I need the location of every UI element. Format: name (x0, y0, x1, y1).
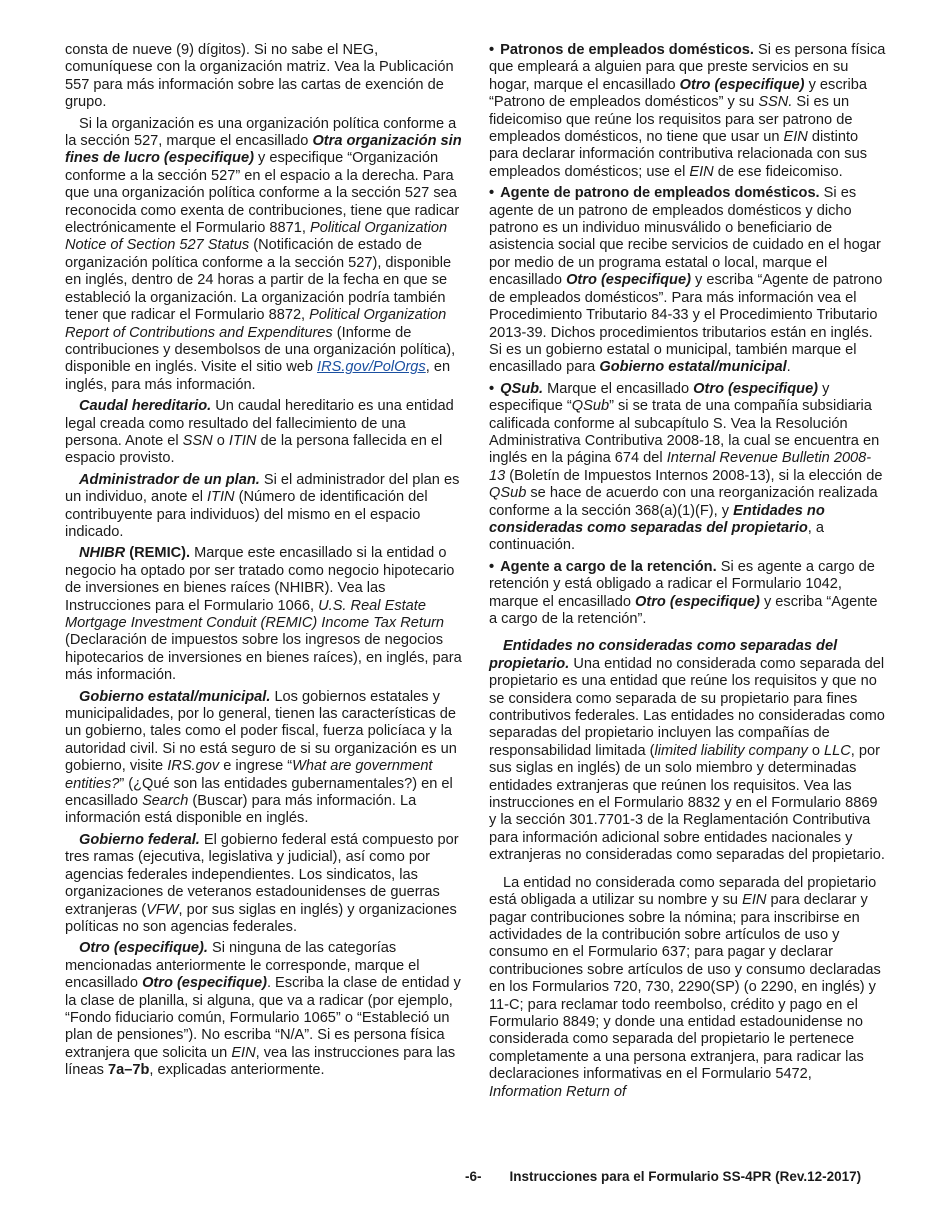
heading-nhibr: NHIBR (79, 545, 126, 562)
heading-plan-administrator: Administrador de un plan. (79, 471, 260, 488)
left-column (65, 42, 463, 1084)
heading-household-employers: Patronos de empleados domésticos. (500, 42, 754, 58)
irs-polorgs-link[interactable]: IRS.gov/PolOrgs (317, 359, 426, 376)
paragraph-other-specify: Otro (especifique). Si ninguna de las categorías mencionadas anteriormente le corresponde, marque el encasillado Otro (especifique). Escriba la clase de entidad y la clase de planilla, si alguna, que va a radicar (por ejemplo, “Fondo fiduciario común, Formulario 1065” o “Estableció un plan de pensiones”). No escriba “N/A”. Si es persona física extranjera que solicita un EIN, vea las instrucciones para las líneas 7a–7b, explicadas anteriormente. (65, 940, 461, 1079)
paragraph-group-exemption: consta de nueve (9) dígitos). Si no sabe el NEG, comuníquese con la organización matriz. Vea la Publicación 557 para más información sobre las cartas de exención de grupo. (65, 42, 454, 111)
paragraph-disregarded-entities: Entidades no consideradas como separadas del propietario. Una entidad no considerada como separada del propietario es una entidad que reúne los requisitos y que no se considera como separada de su propietario para fines contributivos federales. Las entidades no consideradas como separadas del propietario incluyen las compañías de responsabilidad limitada (limited liability company o LLC, por sus siglas en inglés) de un solo miembro y determinadas entidades extranjeras que reúnen los requisitos. Vea las instrucciones en el Formulario 8832 y en el Formulario 8869 y la sección 301.7701-3 de la Reglamentación Contributiva para información adicional sobre entidades nacionales y extranjeras no consideradas como separadas del propietario. (489, 638, 885, 864)
bullet-icon: • (489, 42, 495, 58)
paragraph-federal-government: Gobierno federal. El gobierno federal está compuesto por tres ramas (ejecutiva, legislativa y judicial), así como por agencias federales independientes. Los sindicatos, las organizaciones de veteranos estadounidenses de guerras extranjeras (VFW, por sus siglas en inglés) y organizaciones políticas no son agencias federales. (65, 831, 459, 935)
bullet-qsub: • QSub. Marque el encasillado Otro (especifique) y especifique “QSub” si se trata de una compañía subsidiaria calificada conforme al subcapítulo S. Vea la Resolución Administrativa Contributiva 2008-18, la cual se encuentra en inglés en la página 674 del Internal Revenue Bulletin 2008-13 (Boletín de Impuestos Internos 2008-13), si la elección de QSub se hace de acuerdo con una reorganización realizada conforme a la sección 368(a)(1)(F), y Entidades no consideradas como separadas del propietario, a continuación. (489, 380, 883, 554)
heading-state-local-government: Gobierno estatal/municipal. (79, 688, 271, 705)
bullet-household-employers: • Patronos de empleados domésticos. Si es persona física que empleará a alguien para que preste servicios en su hogar, marque el encasillado Otro (especifique) y escriba “Patrono de empleados domésticos” y su SSN. Si es un fideicomiso que reúne los requisitos para ser patrono de empleados domésticos, no tiene que usar un EIN distinto para declarar información contributiva relacionada con sus empleados domésticos; use el EIN de ese fideicomiso. (489, 42, 886, 180)
heading-household-employer-agent: Agente de patrono de empleados domésticos. (500, 185, 820, 202)
heading-disregarded-entities: Entidades no consideradas como separadas del propietario. (489, 638, 838, 672)
paragraph-disregarded-entity-ein: La entidad no considerada como separada del propietario está obligada a utilizar su nombre y su EIN para declarar y pagar contribuciones sobre la nómina; para inscribirse en actividades de la contribución sobre artículos de uso y consumo en el Formulario 637; para pagar y declarar contribuciones sobre artículos de uso y consumo declaradas en los Formularios 720, 730, 2290(SP) (o 2290, en inglés) y 11-C; para reclamar todo reembolso, crédito y pago en el Formulario 8849; y donde una entidad estadounidense no considerada como separada del propietario le pertenece completamente a una persona extranjera, para radicar las declaraciones informativas en el Formulario 5472, Information Return of (489, 874, 881, 1100)
bullet-icon: • (489, 185, 495, 202)
heading-other-specify: Otro (especifique). (79, 940, 208, 957)
paragraph-political-organization: Si la organización es una organización política conforme a la sección 527, marque el encasillado Otra organización sin fines de lucro (especifique) y especifique “Organización conforme a la sección 527” en el espacio a la derecha. Para que una organización política conforme a la sección 527 sea reconocida como exenta de contribuciones, tiene que radicar electrónicamente el Formulario 8871, Political Organization Notice of Section 527 Status (Notificación de estado de organización política conforme a la sección 527), disponible en inglés, dentro de 24 horas a partir de la fecha en que se estableció la organización. La organización podría también tener que radicar el Formulario 8872, Political Organization Report of Contributions and Expenditures (Informe de contribuciones y desembolsos de una organización política), disponible en inglés. Visite el sitio web IRS.gov/PolOrgs, en inglés, para más información. (65, 115, 462, 393)
paragraph-state-local-government: Gobierno estatal/municipal. Los gobiernos estatales y municipalidades, por lo general, tienen las características de un gobierno, tales como el poder fiscal, fuerza policíaca y la autoridad civil. Si no está seguro de si su organización es un gobierno, visite IRS.gov e ingrese “What are government entities?” (¿Qué son las entidades gubernamentales?) en el encasillado Search (Buscar) para más información. La información está disponible en inglés. (65, 688, 457, 827)
paragraph-estate: Caudal hereditario. Un caudal hereditario es una entidad legal creada como resultado del fallecimiento de una persona. Anote el SSN o ITIN de la persona fallecida en el espacio provisto. (65, 398, 454, 467)
heading-qsub: QSub. (500, 380, 544, 397)
heading-federal-government: Gobierno federal. (79, 831, 200, 848)
right-column (489, 42, 887, 1105)
page-footer (465, 1168, 861, 1185)
page-number: -6- (465, 1169, 482, 1184)
heading-withholding-agent: Agente a cargo de la retención. (500, 558, 717, 575)
paragraph-remic: NHIBR (REMIC). Marque este encasillado si la entidad o negocio ha optado por ser tratado como negocio hipotecario de inversiones en bienes raíces (NHIBR). Vea las Instrucciones para el Formulario 1066, U.S. Real Estate Mortgage Investment Conduit (REMIC) Income Tax Return (Declaración de impuestos sobre los ingresos de negocios hipotecarios de inversiones en bienes raíces), en inglés, para más información. (65, 545, 462, 684)
footer-title: Instrucciones para el Formulario SS-4PR (Rev.12-2017) (509, 1169, 862, 1184)
heading-estate: Caudal hereditario. (79, 398, 212, 415)
bullet-icon: • (489, 380, 495, 397)
bullet-withholding-agent: • Agente a cargo de la retención. Si es agente a cargo de retención y está obligado a radicar el Formulario 1042, marque el encasillado Otro (especifique) y escriba “Agente a cargo de la retención”. (489, 558, 878, 627)
bullet-icon: • (489, 558, 495, 575)
paragraph-plan-administrator: Administrador de un plan. Si el administrador del plan es un individuo, anote el ITIN (Número de identificación del contribuyente para individuos) del mismo en el espacio indicado. (65, 471, 460, 540)
bullet-household-employer-agent: • Agente de patrono de empleados domésticos. Si es agente de un patrono de empleados domésticos y dicho patrono es un individuo minusválido o beneficiario de asistencia social que recibe servicios de cuidado en el hogar por medio de un programa estatal o local, marque el encasillado Otro (especifique) y escriba “Agente de patrono de empleados domésticos”. Para más información vea el Procedimiento Tributario 84-33 y el Procedimiento Tributario 2013-39. Dichos procedimientos tributarios están en inglés. Si es un gobierno estatal o municipal, también marque el encasillado para Gobierno estatal/municipal. (489, 185, 883, 376)
